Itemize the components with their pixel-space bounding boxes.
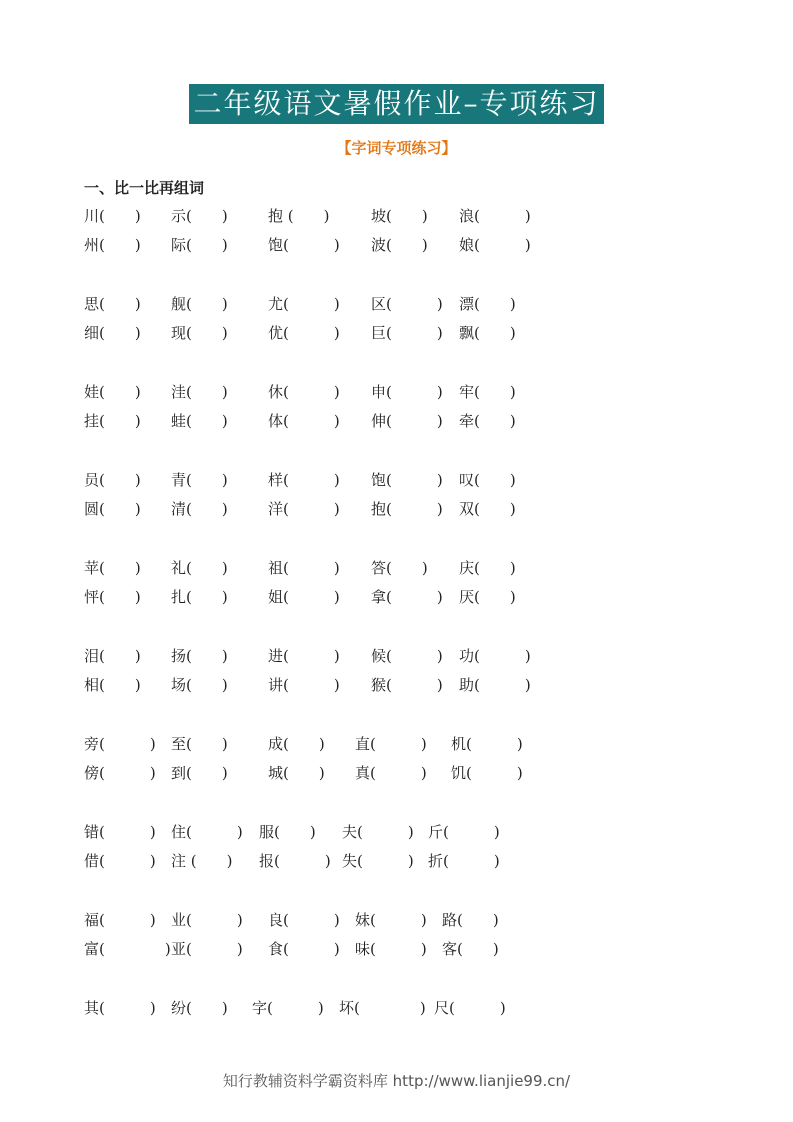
exercise-cell: 亚( )	[171, 940, 243, 958]
exercise-cell: 服( )	[259, 823, 316, 841]
exercise-cell: 娘( )	[459, 236, 531, 254]
exercise-cell: 饥( )	[451, 764, 523, 782]
exercise-cell: 体( )	[268, 412, 340, 430]
footer-watermark: 知行教辅资料学霸资料库 http://www.lianjie99.cn/	[222, 1072, 571, 1090]
exercise-cell: 伸( )	[371, 412, 443, 430]
exercise-row	[0, 646, 793, 666]
exercise-cell: 至( )	[171, 735, 228, 753]
exercise-cell: 失( )	[342, 852, 414, 870]
exercise-cell: 洋( )	[268, 500, 340, 518]
exercise-cell: 纷( )	[171, 999, 228, 1017]
exercise-row	[0, 910, 793, 930]
exercise-row	[0, 382, 793, 402]
exercise-cell: 其( )	[84, 999, 156, 1017]
exercise-cell: 业( )	[171, 911, 243, 929]
exercise-cell: 娃( )	[84, 383, 141, 401]
exercise-cell: 路( )	[442, 911, 499, 929]
exercise-cell: 机( )	[451, 735, 523, 753]
exercise-cell: 住( )	[171, 823, 243, 841]
title-wrapper	[0, 84, 793, 124]
exercise-row	[0, 763, 793, 783]
exercise-cell: 泪( )	[84, 647, 141, 665]
exercise-cell: 拿( )	[371, 588, 443, 606]
exercise-cell: 助( )	[459, 676, 531, 694]
exercise-cell: 饱( )	[371, 471, 443, 489]
exercise-cell: 礼( )	[171, 559, 228, 577]
exercise-cell: 字( )	[252, 999, 324, 1017]
exercise-cell: 际( )	[171, 236, 228, 254]
exercise-cell: 坏( )	[339, 999, 426, 1017]
exercise-cell: 讲( )	[268, 676, 340, 694]
exercise-row	[0, 734, 793, 754]
exercise-cell: 舰( )	[171, 295, 228, 313]
exercise-row	[0, 822, 793, 842]
exercise-cell: 现( )	[171, 324, 228, 342]
exercise-cell: 妹( )	[355, 911, 427, 929]
exercise-cell: 牵( )	[459, 412, 516, 430]
exercise-cell: 细( )	[84, 324, 141, 342]
exercise-cell: 区( )	[371, 295, 443, 313]
exercise-cell: 良( )	[268, 911, 340, 929]
exercise-cell: 真( )	[355, 764, 427, 782]
exercise-cell: 尺( )	[434, 999, 506, 1017]
exercise-row	[0, 470, 793, 490]
section-heading: 一、比一比再组词	[84, 179, 205, 197]
exercise-cell: 双( )	[459, 500, 516, 518]
exercise-cell: 猴( )	[371, 676, 443, 694]
exercise-row	[0, 558, 793, 578]
exercise-cell: 清( )	[171, 500, 228, 518]
exercise-cell: 到( )	[171, 764, 228, 782]
exercise-cell: 祖( )	[268, 559, 340, 577]
exercise-cell: 福( )	[84, 911, 156, 929]
exercise-cell: 旁( )	[84, 735, 156, 753]
exercise-cell: 傍( )	[84, 764, 156, 782]
exercise-cell: 怦( )	[84, 588, 141, 606]
exercise-cell: 扎( )	[171, 588, 228, 606]
exercise-row	[0, 294, 793, 314]
exercise-row	[0, 235, 793, 255]
exercise-cell: 思( )	[84, 295, 141, 313]
exercise-cell: 波( )	[371, 236, 428, 254]
exercise-cell: 州( )	[84, 236, 141, 254]
exercise-cell: 功( )	[459, 647, 531, 665]
exercise-cell: 味( )	[355, 940, 427, 958]
exercise-cell: 浪( )	[459, 207, 531, 225]
exercise-cell: 休( )	[268, 383, 340, 401]
exercise-cell: 坡( )	[371, 207, 428, 225]
exercise-cell: 饱( )	[268, 236, 340, 254]
exercise-row	[0, 323, 793, 343]
exercise-cell: 富( )	[84, 940, 171, 958]
exercise-cell: 抱( )	[371, 500, 443, 518]
exercise-cell: 厌( )	[459, 588, 516, 606]
exercise-cell: 错( )	[84, 823, 156, 841]
exercise-cell: 庆( )	[459, 559, 516, 577]
exercise-cell: 巨( )	[371, 324, 443, 342]
exercise-cell: 扬( )	[171, 647, 228, 665]
exercise-cell: 川( )	[84, 207, 141, 225]
exercise-cell: 青( )	[171, 471, 228, 489]
exercise-cell: 洼( )	[171, 383, 228, 401]
exercise-cell: 优( )	[268, 324, 340, 342]
exercise-cell: 直( )	[355, 735, 427, 753]
exercise-cell: 姐( )	[268, 588, 340, 606]
exercise-cell: 答( )	[371, 559, 428, 577]
exercise-cell: 折( )	[428, 852, 500, 870]
exercise-cell: 挂( )	[84, 412, 141, 430]
exercise-row	[0, 998, 793, 1018]
exercise-row	[0, 499, 793, 519]
exercise-row	[0, 939, 793, 959]
exercise-cell: 报( )	[259, 852, 331, 870]
exercise-cell: 客( )	[442, 940, 499, 958]
exercise-cell: 抱 ( )	[268, 207, 330, 225]
exercise-cell: 借( )	[84, 852, 156, 870]
exercise-cell: 示( )	[171, 207, 228, 225]
exercise-cell: 员( )	[84, 471, 141, 489]
exercise-cell: 漂( )	[459, 295, 516, 313]
exercise-cell: 成( )	[268, 735, 325, 753]
exercise-cell: 相( )	[84, 676, 141, 694]
exercise-cell: 注 ( )	[171, 852, 233, 870]
exercise-cell: 场( )	[171, 676, 228, 694]
exercise-row	[0, 587, 793, 607]
page-title: 二年级语文暑假作业–专项练习	[189, 84, 603, 124]
exercise-cell: 苹( )	[84, 559, 141, 577]
exercise-row	[0, 851, 793, 871]
subtitle: 【字词专项练习】	[336, 139, 457, 157]
exercise-cell: 叹( )	[459, 471, 516, 489]
exercise-cell: 样( )	[268, 471, 340, 489]
exercise-row	[0, 206, 793, 226]
exercise-cell: 申( )	[371, 383, 443, 401]
exercise-cell: 食( )	[268, 940, 340, 958]
exercise-cell: 圆( )	[84, 500, 141, 518]
exercise-cell: 城( )	[268, 764, 325, 782]
exercise-cell: 尤( )	[268, 295, 340, 313]
exercise-cell: 进( )	[268, 647, 340, 665]
exercise-cell: 飘( )	[459, 324, 516, 342]
exercise-cell: 斤( )	[428, 823, 500, 841]
exercise-row	[0, 411, 793, 431]
exercise-cell: 蛙( )	[171, 412, 228, 430]
exercise-cell: 候( )	[371, 647, 443, 665]
exercise-row	[0, 675, 793, 695]
exercise-cell: 牢( )	[459, 383, 516, 401]
exercise-cell: 夫( )	[342, 823, 414, 841]
